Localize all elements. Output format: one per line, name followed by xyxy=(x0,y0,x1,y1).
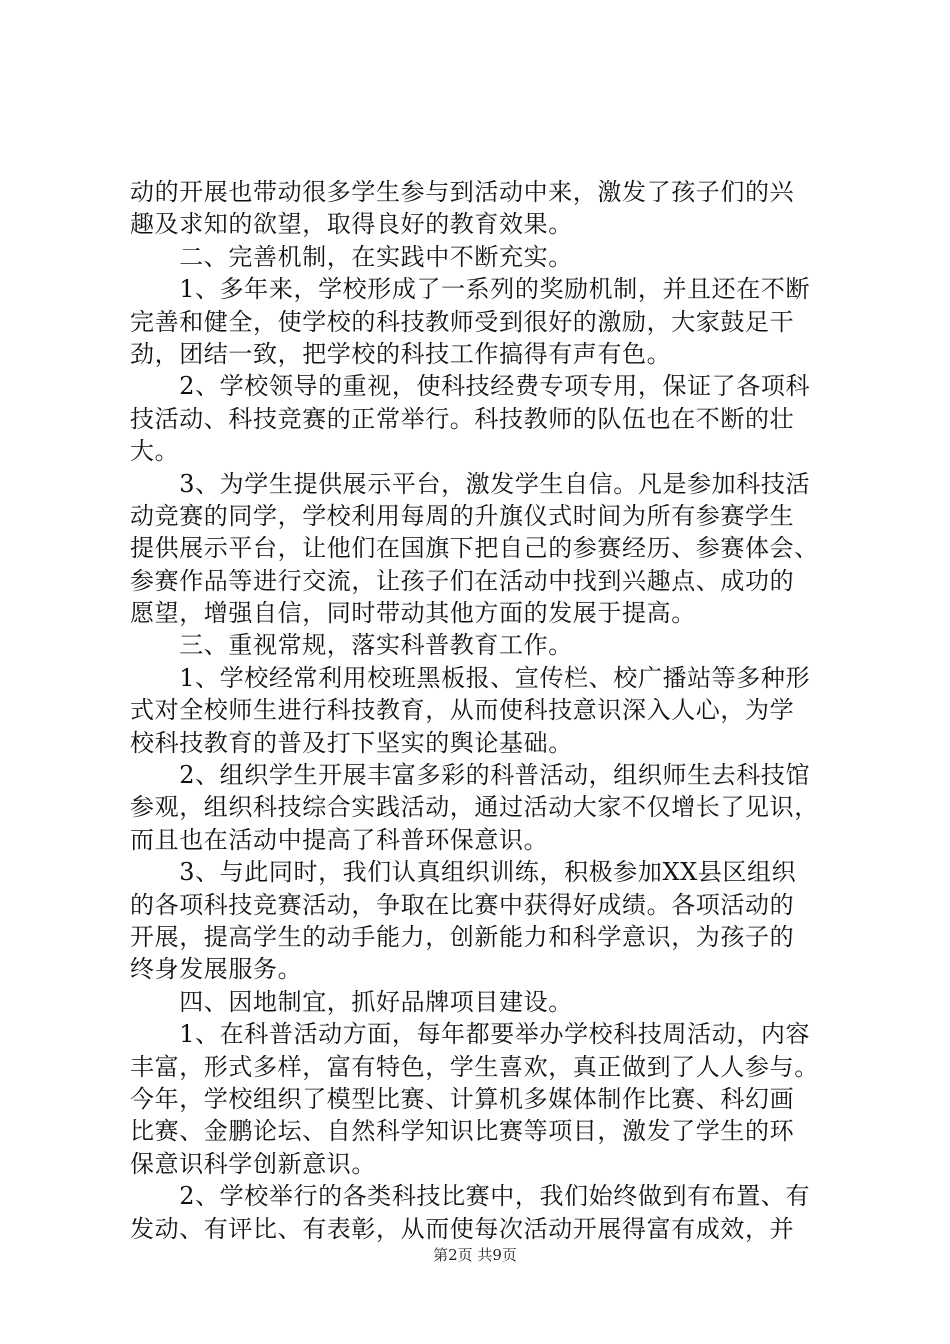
text-line: 愿望，增强自信，同时带动其他方面的发展于提高。 xyxy=(130,599,696,628)
text-line: 的各项科技竞赛活动，争取在比赛中获得好成绩。各项活动的 xyxy=(130,890,795,919)
text-line: 2、学校举行的各类科技比赛中，我们始终做到有布置、有 xyxy=(130,1182,811,1211)
text-line: 丰富，形式多样，富有特色，学生喜欢，真正做到了人人参与。 xyxy=(130,1052,819,1081)
section-heading: 四、因地制宜，抓好品牌项目建设。 xyxy=(130,987,573,1016)
text-line: 1、在科普活动方面，每年都要举办学校科技周活动，内容 xyxy=(130,1020,811,1049)
text-line: 发动、有评比、有表彰，从而使每次活动开展得富有成效，并 xyxy=(130,1214,795,1243)
text-line: 完善和健全，使学校的科技教师受到很好的激励，大家鼓足干 xyxy=(130,307,795,336)
text-line: 技活动、科技竞赛的正常举行。科技教师的队伍也在不断的壮 xyxy=(130,404,795,433)
text-line: 3、为学生提供展示平台，激发学生自信。凡是参加科技活 xyxy=(130,469,811,498)
text-line: 劲，团结一致，把学校的科技工作搞得有声有色。 xyxy=(130,339,672,368)
text-line: 趣及求知的欲望，取得良好的教育效果。 xyxy=(130,210,573,239)
text-line: 终身发展服务。 xyxy=(130,955,303,984)
text-line: 1、学校经常利用校班黑板报、宣传栏、校广播站等多种形 xyxy=(130,663,811,692)
text-line: 式对全校师生进行科技教育，从而使科技意识深入人心，为学 xyxy=(130,696,795,725)
text-line: 开展，提高学生的动手能力，创新能力和科学意识，为孩子的 xyxy=(130,922,795,951)
text-line: 今年，学校组织了模型比赛、计算机多媒体制作比赛、科幻画 xyxy=(130,1084,795,1113)
text-line: 大。 xyxy=(130,437,180,466)
text-line: 比赛、金鹏论坛、自然科学知识比赛等项目，激发了学生的环 xyxy=(130,1117,795,1146)
text-line: 3、与此同时，我们认真组织训练，积极参加XX县区组织 xyxy=(130,858,797,887)
text-line: 2、学校领导的重视，使科技经费专项专用，保证了各项科 xyxy=(130,372,811,401)
text-line: 保意识科学创新意识。 xyxy=(130,1149,376,1178)
text-line: 动竞赛的同学，学校利用每周的升旗仪式时间为所有参赛学生 xyxy=(130,501,795,530)
document-body xyxy=(130,176,830,1245)
text-line: 2、组织学生开展丰富多彩的科普活动，组织师生去科技馆 xyxy=(130,761,811,790)
text-line: 而且也在活动中提高了科普环保意识。 xyxy=(130,825,549,854)
page-number-footer: 第2页 共9页 xyxy=(433,1246,517,1264)
text-line: 参观，组织科技综合实践活动，通过活动大家不仅增长了见识， xyxy=(130,793,819,822)
text-line: 校科技教育的普及打下坚实的舆论基础。 xyxy=(130,728,573,757)
text-line: 提供展示平台，让他们在国旗下把自己的参赛经历、参赛体会、 xyxy=(130,534,819,563)
text-line: 1、多年来，学校形成了一系列的奖励机制，并且还在不断 xyxy=(130,275,811,304)
section-heading: 二、完善机制，在实践中不断充实。 xyxy=(130,242,573,271)
text-line: 动的开展也带动很多学生参与到活动中来，激发了孩子们的兴 xyxy=(130,178,795,206)
section-heading: 三、重视常规，落实科普教育工作。 xyxy=(130,631,573,660)
text-line: 参赛作品等进行交流，让孩子们在活动中找到兴趣点、成功的 xyxy=(130,566,795,595)
